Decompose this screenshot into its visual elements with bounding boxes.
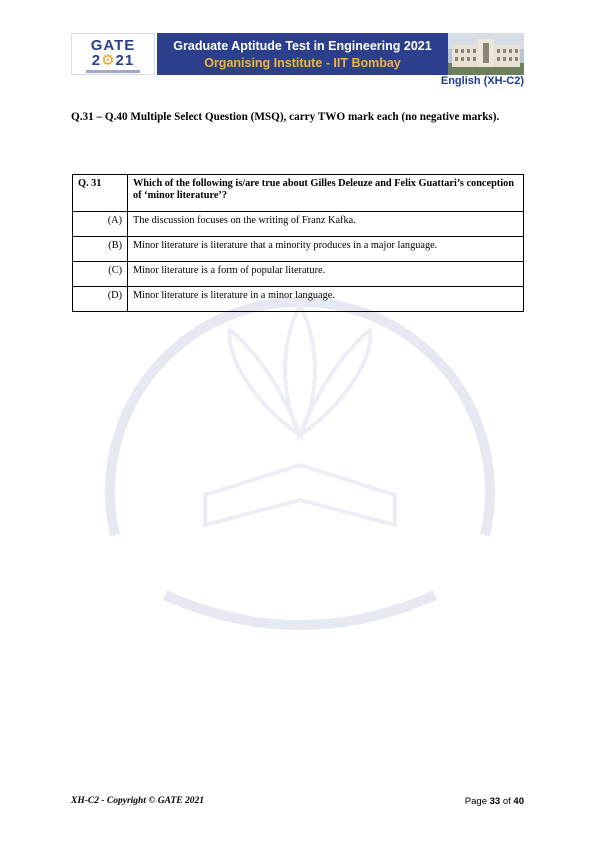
banner-title-block: [157, 33, 448, 75]
option-label: (B): [73, 237, 128, 262]
page-of: of: [502, 796, 511, 807]
logo-text-year: [72, 53, 154, 68]
logo-underline: [86, 70, 140, 73]
footer-copyright: XH-C2 - Copyright © GATE 2021: [71, 796, 204, 806]
question-text: Which of the following is/are true about Gilles Deleuze and Felix Guattari’s conception of ‘minor literature’?: [128, 175, 524, 212]
option-row-a: [73, 212, 524, 237]
option-row-b: [73, 237, 524, 262]
logo-text-gate: GATE: [90, 37, 136, 54]
exam-title: Graduate Aptitude Test in Engineering 2021: [173, 39, 432, 53]
logo-year-part1: 2: [91, 52, 102, 69]
option-label: (C): [73, 262, 128, 287]
organising-institute: Organising Institute - IIT Bombay: [204, 56, 401, 70]
paper-code-label: English (XH-C2): [440, 75, 524, 87]
question-row: [73, 175, 524, 212]
page-number: [465, 796, 524, 807]
option-label: (A): [73, 212, 128, 237]
option-text: Minor literature is a form of popular literature.: [128, 262, 524, 287]
question-table: [72, 174, 524, 312]
option-label: (D): [73, 287, 128, 312]
page-total: 40: [513, 796, 524, 807]
gear-icon: ⚙: [101, 52, 116, 69]
option-text: Minor literature is literature in a minor language.: [128, 287, 524, 312]
question-number: Q. 31: [73, 175, 128, 212]
iit-building-image: [448, 33, 524, 75]
page-prefix: Page: [464, 796, 487, 807]
gate-header-banner: [71, 33, 524, 75]
section-heading: Q.31 – Q.40 Multiple Select Question (MSQ), carry TWO mark each (no negative marks).: [71, 111, 500, 123]
gate-logo: [71, 33, 155, 75]
page-current: 33: [489, 796, 501, 807]
option-row-c: [73, 262, 524, 287]
option-row-d: [73, 287, 524, 312]
option-text: The discussion focuses on the writing of Franz Kafka.: [128, 212, 524, 237]
option-text: Minor literature is literature that a minority produces in a major language.: [128, 237, 524, 262]
logo-year-part2: 21: [115, 52, 135, 69]
